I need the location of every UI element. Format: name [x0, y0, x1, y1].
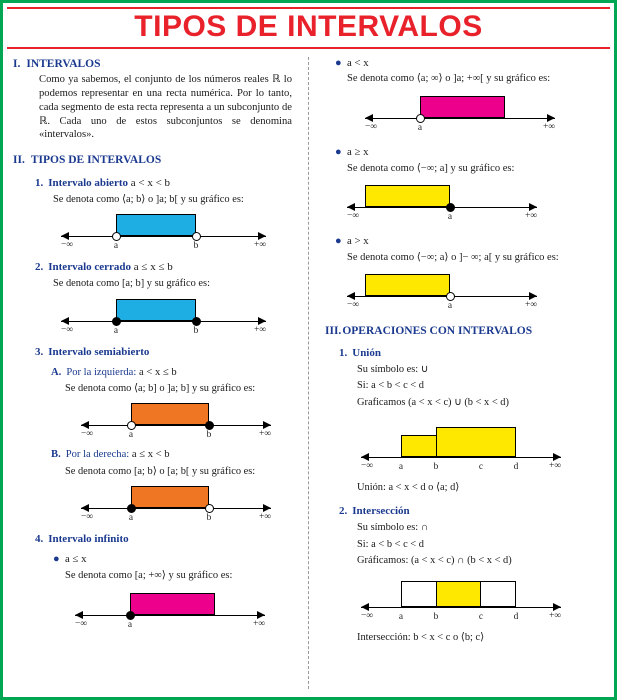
bullet-note: Se denota como ⟨−∞; a⟩ o ]− ∞; a[ y su gráfico es: — [347, 251, 559, 263]
bullet-condition: a ≤ x — [65, 553, 87, 566]
tick-label-b: b — [193, 325, 199, 336]
figure-a-mayor-x — [347, 272, 537, 312]
item-1-note: Se denota como ⟨a; b⟩ o ]a; b[ y su gráfico es: — [53, 193, 244, 205]
axis-label-pos-inf: +∞ — [254, 324, 266, 335]
axis-line — [347, 207, 537, 208]
tick-label-c: c — [478, 461, 484, 472]
interval-box — [116, 299, 196, 321]
axis-label-neg-inf: −∞ — [81, 512, 93, 523]
item-interseccion — [339, 504, 604, 644]
axis-label-neg-inf: −∞ — [61, 240, 73, 251]
bullet-note: Se denota como ⟨a; ∞⟩ o ]a; +∞[ y su gráfico es: — [347, 73, 551, 85]
content-columns — [3, 49, 614, 689]
interval-box — [420, 96, 505, 118]
tick-label-a: a — [113, 325, 119, 336]
axis-label-pos-inf: +∞ — [254, 240, 266, 251]
right-column — [315, 57, 604, 689]
axis-line — [365, 118, 555, 119]
item-1-number: 1. — [35, 176, 44, 189]
item-4-title: Intervalo infinito — [48, 533, 129, 546]
tick-label-b: b — [433, 612, 439, 623]
tick-label-a: a — [128, 430, 134, 441]
subitem-derecha — [51, 448, 292, 524]
item-1-condition: a < x < b — [130, 176, 171, 189]
tick-label-a: a — [447, 301, 453, 312]
interval-box — [131, 403, 209, 425]
axis-label-pos-inf: +∞ — [525, 211, 537, 221]
bullet-a-mayor-x — [335, 235, 604, 264]
bullet-icon: ● — [53, 553, 60, 566]
op-1-title: Unión — [352, 346, 381, 359]
section-1-number: I. — [13, 57, 21, 70]
op-2-symbol-line: Su símbolo es: ∩ — [357, 522, 429, 534]
tick-label-a: a — [128, 513, 134, 524]
axis-label-neg-inf: −∞ — [361, 460, 373, 471]
axis-line — [361, 457, 561, 458]
figure-semiabierto-izquierda — [81, 401, 271, 441]
tick-label-c: c — [478, 612, 484, 623]
subitem-b-letter: B. — [51, 449, 61, 461]
column-divider — [308, 57, 309, 689]
axis-label-neg-inf: −∞ — [61, 324, 73, 335]
axis-label-neg-inf: −∞ — [81, 429, 93, 440]
item-intervalo-semiabierto — [35, 345, 292, 525]
subitem-izquierda — [51, 366, 292, 442]
tick-label-b: b — [193, 241, 199, 252]
op-1-number: 1. — [339, 346, 348, 359]
tick-label-a: a — [398, 612, 404, 623]
interval-box-bd — [436, 427, 516, 457]
bullet-condition: a ≥ x — [347, 145, 369, 158]
section-intervalos — [13, 57, 292, 72]
axis-label-pos-inf: +∞ — [525, 300, 537, 311]
bullet-a-menor-x — [335, 57, 604, 86]
axis-label-pos-inf: +∞ — [253, 618, 265, 629]
tick-label-b: b — [206, 430, 212, 441]
bullet-note: Se denota como ⟨−∞; a] y su gráfico es: — [347, 162, 515, 174]
section-3-title: OPERACIONES CON INTERVALOS — [342, 325, 533, 338]
figure-intervalo-abierto — [61, 212, 266, 252]
item-4-number: 4. — [35, 533, 44, 546]
page-title: TIPOS DE INTERVALOS — [134, 10, 483, 43]
op-2-title: Intersección — [352, 505, 410, 518]
axis-label-pos-inf: +∞ — [549, 611, 561, 622]
bullet-condition: a < x — [347, 56, 369, 69]
interval-box — [116, 214, 196, 236]
section-1-paragraph: Como ya sabemos, el conjunto de los números reales ℝ lo podemos representar en una recta numérica. Por lo tanto, cada segmento de esta recta representa a un subconjunto de ℝ. Cada uno de estos subconjuntos se denomina «intervalos». — [39, 74, 292, 141]
interval-box — [130, 593, 215, 615]
item-2-title: Intervalo cerrado — [48, 261, 132, 274]
item-1-title: Intervalo abierto — [48, 176, 128, 189]
item-intervalo-infinito — [35, 532, 292, 630]
axis-label-neg-inf: −∞ — [75, 618, 87, 629]
tick-label-a: a — [113, 241, 119, 252]
subitem-a-title: Por la izquierda: — [66, 366, 137, 378]
tick-label-d: d — [513, 612, 519, 623]
axis-label-pos-inf: +∞ — [543, 121, 555, 132]
section-3-number: III. — [325, 325, 342, 338]
axis-label-pos-inf: +∞ — [259, 512, 271, 523]
subitem-a-note: Se denota como ⟨a; b] o ]a; b] y su gráfico es: — [65, 383, 256, 395]
subitem-b-note: Se denota como [a; b⟩ o [a; b[ y su gráfico es: — [65, 466, 256, 478]
op-1-symbol-line: Su símbolo es: ∪ — [357, 364, 429, 376]
tick-label-a: a — [127, 619, 133, 630]
axis-line — [347, 296, 537, 297]
figure-interseccion — [361, 577, 561, 623]
axis-line — [361, 607, 561, 608]
bullet-condition: a > x — [347, 235, 369, 247]
bullet-note: Se denota como [a; +∞⟩ y su gráfico es: — [65, 570, 233, 582]
axis-label-neg-inf: −∞ — [365, 121, 377, 132]
tick-label-b: b — [206, 513, 212, 524]
page-title-bar — [7, 7, 610, 49]
axis-label-neg-inf: −∞ — [347, 300, 359, 311]
figure-a-menor-x — [365, 94, 555, 134]
bullet-a-mayor-igual-x — [335, 146, 604, 175]
interval-box — [131, 486, 209, 508]
bullet-a-menor-igual-x — [53, 553, 292, 582]
figure-semiabierto-derecha — [81, 484, 271, 524]
interval-box — [365, 274, 450, 296]
op-1-graph-line: Graficamos (a < x < c) ∪ (b < x < d) — [357, 396, 509, 408]
section-tipos — [13, 153, 292, 168]
op-2-graph-line: Gráficamos: (a < x < c) ∩ (b < x < d) — [357, 555, 512, 566]
tick-label-b: b — [433, 461, 439, 472]
axis-line — [81, 425, 271, 426]
section-operaciones — [325, 324, 604, 339]
subitem-a-condition: a < x ≤ b — [138, 366, 177, 378]
bullet-icon: ● — [335, 56, 342, 69]
axis-line — [61, 321, 266, 322]
item-2-condition: a ≤ x ≤ b — [133, 261, 173, 274]
op-1-condition-line: Si: a < b < c < d — [357, 380, 424, 392]
item-intervalo-abierto — [35, 176, 292, 252]
bullet-icon: ● — [335, 235, 342, 247]
section-1-title: INTERVALOS — [26, 57, 101, 70]
figure-a-mayor-igual-x — [347, 183, 537, 223]
item-2-note: Se denota como [a; b] y su gráfico es: — [53, 278, 210, 290]
left-column — [13, 57, 302, 689]
item-3-number: 3. — [35, 345, 44, 358]
axis-label-neg-inf: −∞ — [347, 211, 359, 221]
item-union — [339, 346, 604, 494]
section-2-title: TIPOS DE INTERVALOS — [30, 154, 162, 167]
interval-box-intersection — [436, 581, 481, 607]
axis-label-neg-inf: −∞ — [361, 611, 373, 622]
figure-intervalo-infinito — [75, 591, 265, 631]
section-2-number: II. — [13, 154, 25, 167]
axis-line — [81, 508, 271, 509]
bullet-icon: ● — [335, 145, 342, 158]
tick-label-d: d — [513, 461, 519, 472]
op-2-conclusion: Intersección: b < x < c o ⟨b; c⟩ — [357, 632, 485, 644]
op-2-number: 2. — [339, 505, 348, 518]
axis-label-pos-inf: +∞ — [549, 460, 561, 471]
axis-line — [75, 615, 265, 616]
subitem-b-title: Por la derecha: — [65, 449, 130, 461]
tick-label-a: a — [398, 461, 404, 472]
op-1-conclusion: Unión: a < x < d o ⟨a; d⟩ — [357, 481, 460, 493]
subitem-b-condition: a ≤ x < b — [131, 449, 170, 461]
axis-line — [61, 236, 266, 237]
axis-label-pos-inf: +∞ — [259, 429, 271, 440]
tick-label-a: a — [447, 212, 453, 222]
item-intervalo-cerrado — [35, 260, 292, 336]
item-2-number: 2. — [35, 261, 44, 274]
interval-box — [365, 185, 450, 207]
figure-intervalo-cerrado — [61, 297, 266, 337]
figure-union — [361, 419, 561, 473]
subitem-a-letter: A. — [51, 366, 62, 378]
op-2-condition-line: Si: a < b < c < d — [357, 538, 424, 550]
item-3-title: Intervalo semiabierto — [48, 345, 150, 358]
tick-label-a: a — [417, 122, 423, 133]
